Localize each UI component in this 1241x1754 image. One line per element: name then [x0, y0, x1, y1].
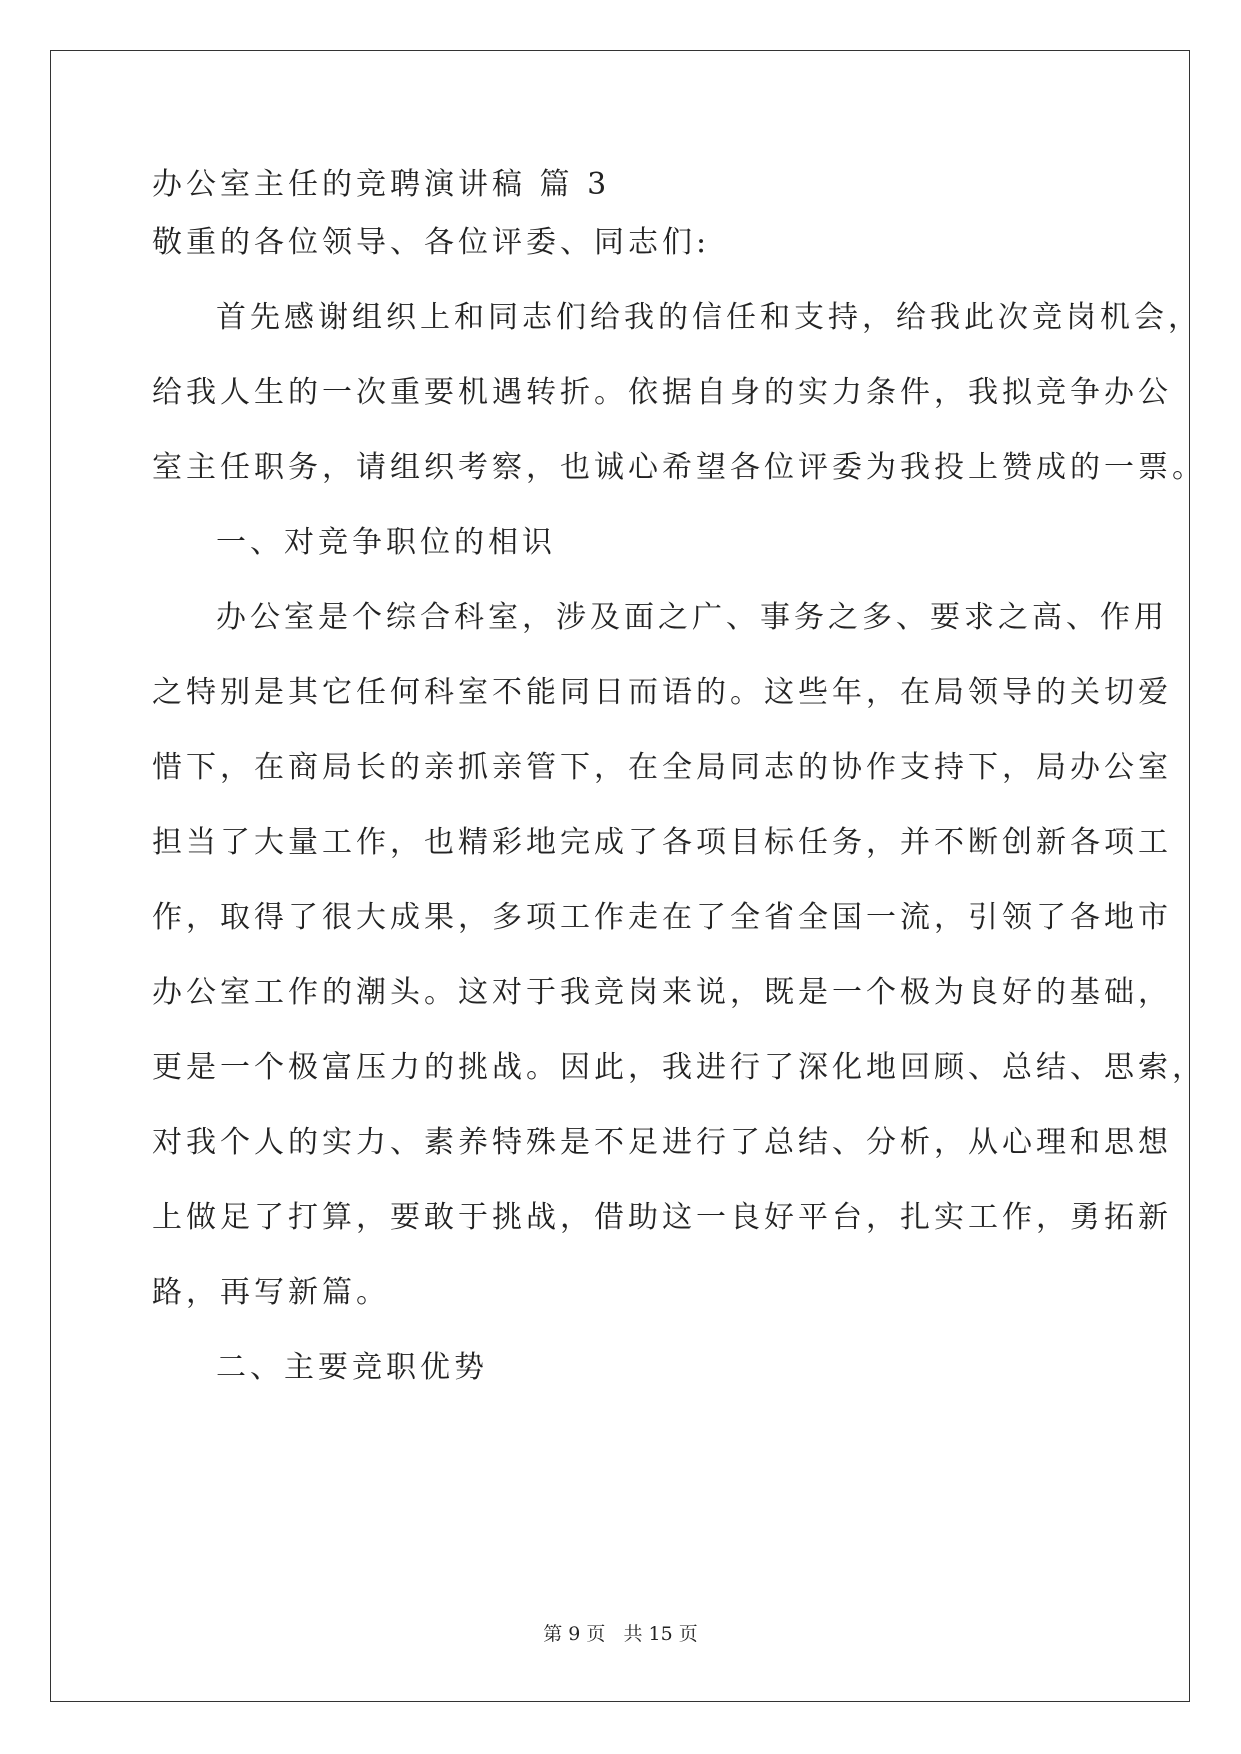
paragraph-line: 给我人生的一次重要机遇转折。依据自身的实力条件，我拟竞争办公	[152, 375, 1172, 410]
paragraph-line: 对我个人的实力、素养特殊是不足进行了总结、分析，从心理和思想	[152, 1125, 1172, 1160]
paragraph-line: 作，取得了很大成果，多项工作走在了全省全国一流，引领了各地市	[152, 900, 1172, 935]
paragraph-line: 办公室是个综合科室，涉及面之广、事务之多、要求之高、作用	[216, 600, 1168, 635]
page-footer	[0, 1619, 1241, 1646]
paragraph-line: 室主任职务，请组织考察，也诚心希望各位评委为我投上赞成的一票。	[152, 450, 1206, 485]
paragraph-line: 更是一个极富压力的挑战。因此，我进行了深化地回顾、总结、思索，	[152, 1050, 1206, 1085]
paragraph-line: 担当了大量工作，也精彩地完成了各项目标任务，并不断创新各项工	[152, 825, 1172, 860]
section-title: 办公室主任的竞聘演讲稿 篇 3	[152, 167, 611, 202]
paragraph-line: 办公室工作的潮头。这对于我竞岗来说，既是一个极为良好的基础，	[152, 975, 1172, 1010]
page-total: 共 15 页	[623, 1623, 698, 1645]
heading-2: 二、主要竞职优势	[216, 1350, 488, 1385]
paragraph-line: 之特别是其它任何科室不能同日而语的。这些年，在局领导的关切爱	[152, 675, 1172, 710]
heading-1: 一、对竞争职位的相识	[216, 525, 556, 560]
page-number: 第 9 页	[543, 1623, 606, 1645]
paragraph-line: 上做足了打算，要敢于挑战，借助这一良好平台，扎实工作，勇拓新	[152, 1200, 1172, 1235]
paragraph-line: 惜下，在商局长的亲抓亲管下，在全局同志的协作支持下，局办公室	[152, 750, 1172, 785]
paragraph-line: 首先感谢组织上和同志们给我的信任和支持，给我此次竞岗机会，	[216, 300, 1202, 335]
salutation: 敬重的各位领导、各位评委、同志们:	[152, 225, 711, 260]
paragraph-line: 路，再写新篇。	[152, 1275, 390, 1310]
page-border	[50, 50, 1190, 1702]
